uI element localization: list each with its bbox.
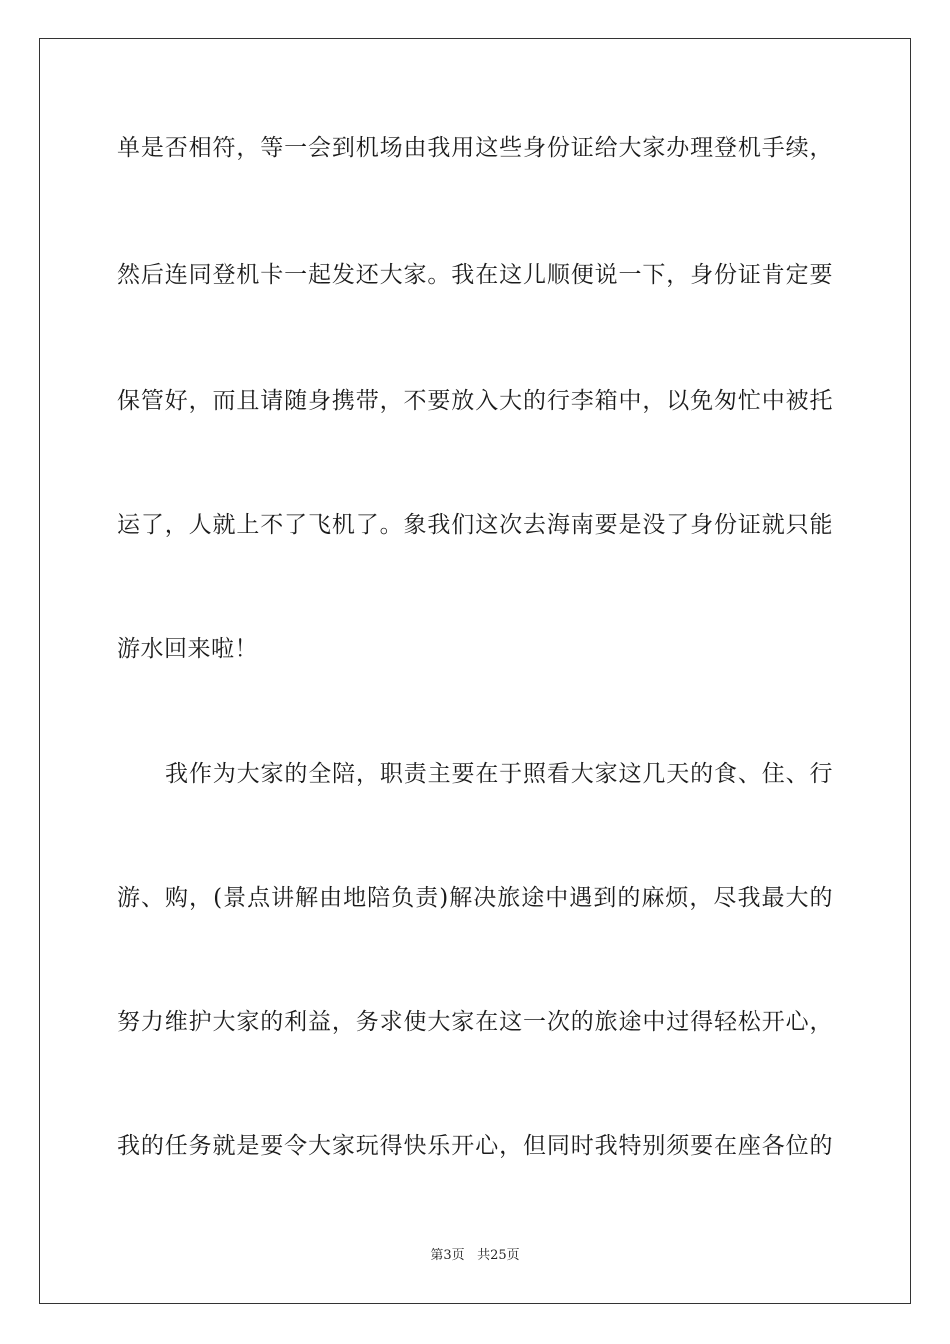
paragraph-line-3: 保管好，而且请随身携带，不要放入大的行李箱中，以免匆忙中被托 xyxy=(117,388,833,414)
current-page-label: 第3页 xyxy=(430,1248,465,1263)
paragraph-line-9: 我的任务就是要令大家玩得快乐开心，但同时我特别须要在座各位的 xyxy=(117,1133,833,1159)
paragraph-line-4: 运了，人就上不了飞机了。象我们这次去海南要是没了身份证就只能 xyxy=(117,512,833,538)
page-footer xyxy=(0,1247,950,1265)
paragraph-line-8: 努力维护大家的利益，务求使大家在这一次的旅途中过得轻松开心， xyxy=(117,1009,833,1035)
paragraph-line-1: 单是否相符，等一会到机场由我用这些身份证给大家办理登机手续， xyxy=(117,135,833,161)
page-border xyxy=(39,38,911,1304)
total-pages-label: 共25页 xyxy=(477,1248,520,1263)
paragraph-line-2: 然后连同登机卡一起发还大家。我在这儿顺便说一下，身份证肯定要 xyxy=(117,262,833,288)
paragraph-line-5: 游水回来啦！ xyxy=(117,636,258,662)
paragraph-line-7: 游、购，(景点讲解由地陪负责)解决旅途中遇到的麻烦，尽我最大的 xyxy=(117,885,833,911)
paragraph-line-6: 我作为大家的全陪，职责主要在于照看大家这几天的食、住、行 xyxy=(165,761,833,787)
